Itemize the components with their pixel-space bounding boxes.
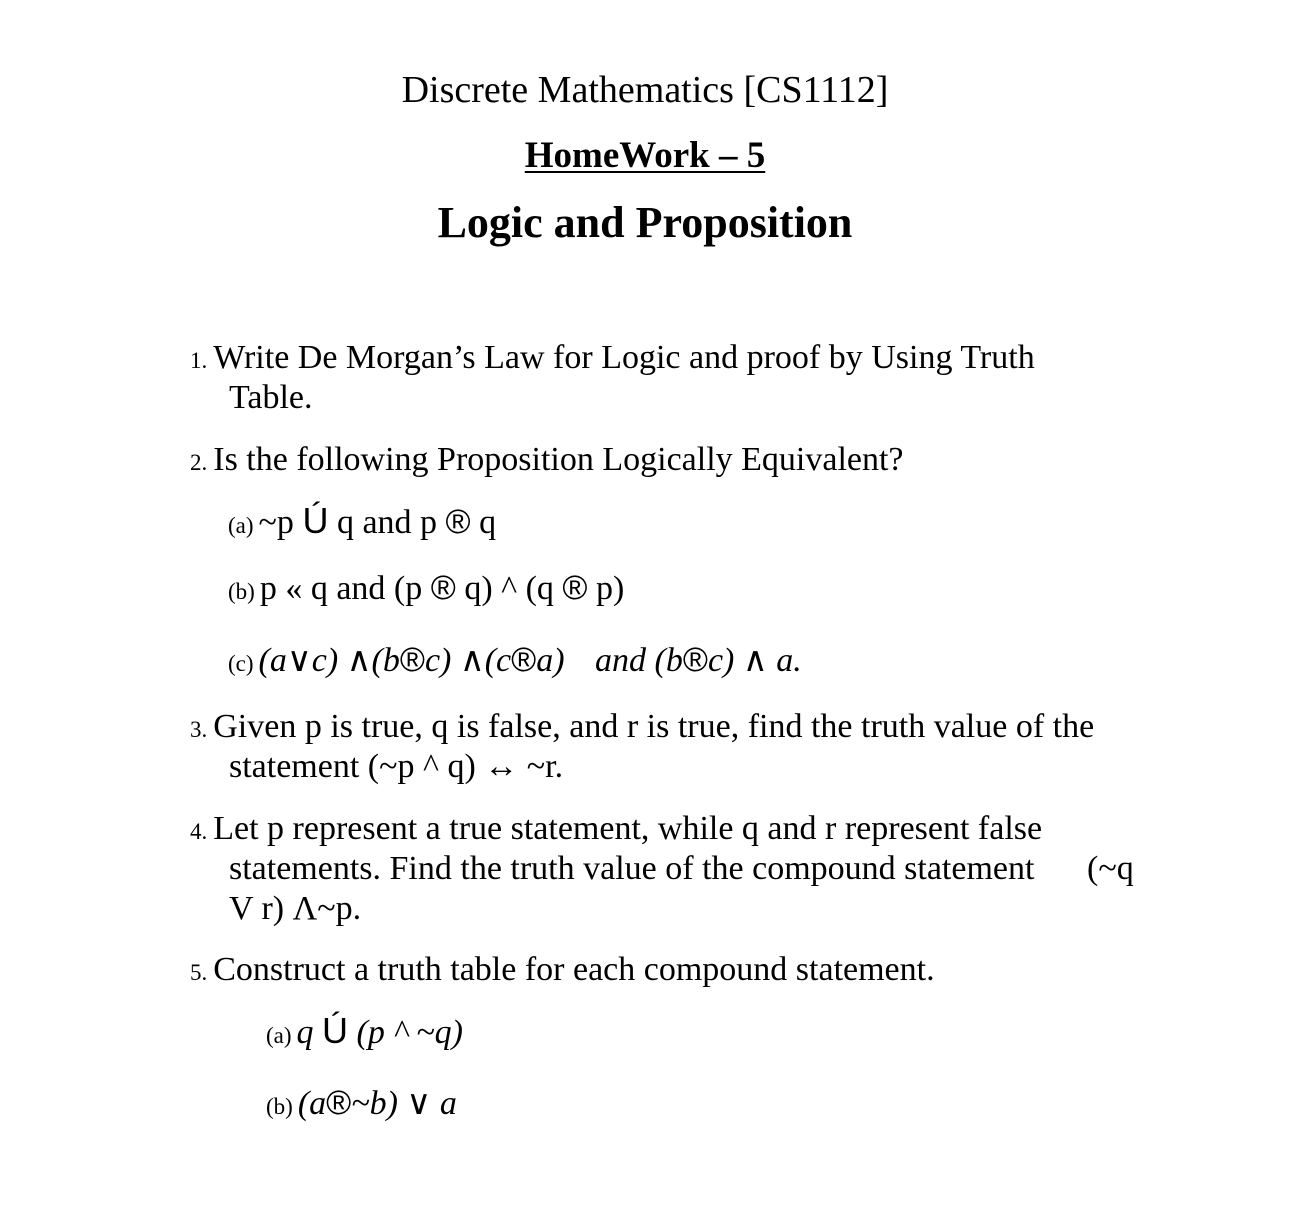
part-label: (b) (266, 1094, 293, 1119)
question-text: Construct a truth table for each compound statement. (213, 951, 935, 988)
or-symbol: Ú (322, 1010, 349, 1051)
question-5 (190, 950, 935, 993)
question-number: 3. (190, 717, 208, 742)
question-2 (190, 440, 904, 483)
question-1-continuation: Table. (229, 379, 313, 416)
implies-symbol: ® (682, 641, 708, 679)
question-1 (190, 338, 1035, 381)
question-2-part-b: (b) p « q and (p ® q) ^ (q ® p) (228, 569, 625, 607)
topic-title: Logic and Proposition (437, 198, 853, 247)
homework-title: HomeWork – 5 (524, 135, 766, 176)
question-4-continuation-end: (~q (1087, 850, 1134, 887)
implies-symbol: ® (562, 569, 588, 607)
implies-symbol: ® (326, 1084, 352, 1122)
question-text: Given p is true, q is false, and r is true, find the truth value of the (213, 708, 1095, 745)
question-3 (190, 707, 1094, 750)
implies-symbol: ® (511, 641, 537, 679)
question-4 (190, 809, 1042, 852)
question-text: Is the following Proposition Logically Equivalent? (213, 441, 904, 478)
question-4-continuation-2: V r) Λ~p. (229, 890, 362, 927)
question-number: 4. (190, 819, 208, 844)
question-number: 5. (190, 960, 208, 985)
question-2-part-a: (a) ~p Ú q and p ® q (228, 500, 497, 541)
implies-symbol: ® (399, 641, 425, 679)
part-label: (a) (228, 513, 254, 538)
part-label: (a) (266, 1023, 292, 1048)
question-4-continuation: statements. Find the truth value of the compound statement (229, 850, 1035, 887)
implies-symbol: ® (430, 569, 456, 607)
question-2-part-c: (c) (a∨c) ∧(b®c) ∧(c®a) and (b®c) ∧ a. (228, 641, 802, 679)
implies-symbol: ® (445, 503, 471, 541)
question-3-continuation: statement (~p ^ q) ↔ ~r. (229, 748, 564, 785)
part-label: (c) (228, 651, 254, 676)
course-title: Discrete Mathematics [CS1112] (401, 69, 889, 111)
question-5-part-b: (b) (a®~b) ∨ a (266, 1084, 457, 1122)
question-5-part-a: (a) q Ú (p ^ ~q) (266, 1010, 463, 1051)
question-number: 2. (190, 450, 208, 475)
question-text: Write De Morgan’s Law for Logic and proof by Using Truth (213, 339, 1035, 376)
part-label: (b) (228, 579, 255, 604)
question-number: 1. (190, 348, 208, 373)
question-text: Let p represent a true statement, while q and r represent false (213, 810, 1043, 847)
or-symbol: Ú (302, 500, 329, 541)
